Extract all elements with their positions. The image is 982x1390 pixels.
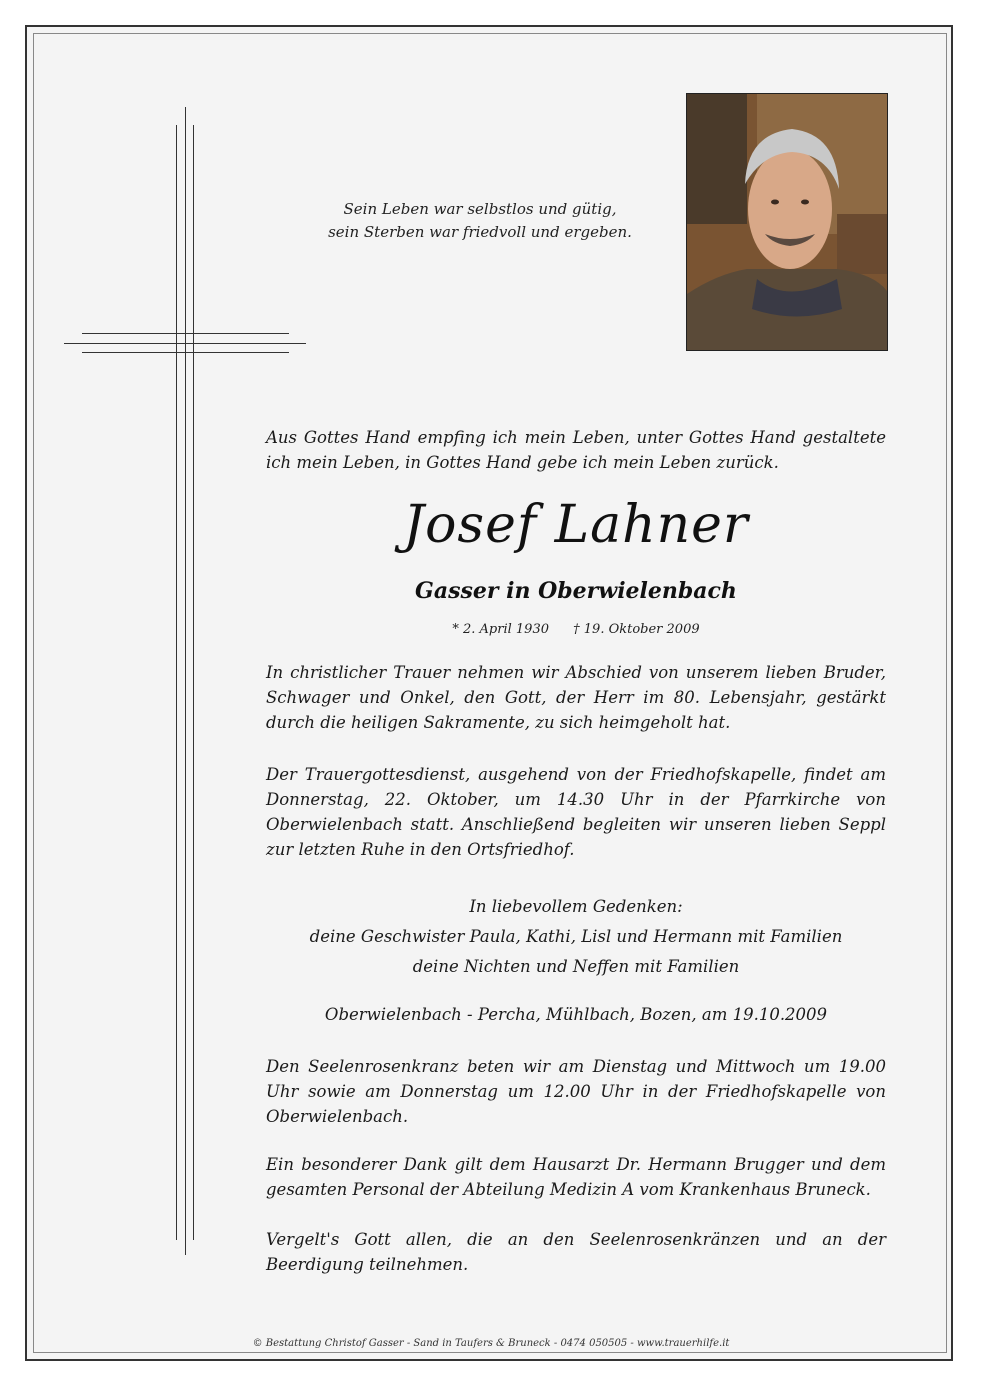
intro-text: Aus Gottes Hand empfing ich mein Leben, unter Gottes Hand gestaltete ich mein Leben, in Gottes Hand gebe ich mein Leben zurück. [266,428,886,472]
quote-line-1: Sein Leben war selbstlos und gütig, [343,200,617,218]
birth-date: * 2. April 1930 [452,622,549,637]
epitaph-quote [300,198,660,244]
mourners-heading: In liebevollem Gedenken: [469,897,683,916]
quote-line-2: sein Sterben war friedvoll und ergeben. [328,223,632,241]
portrait-icon [687,94,888,351]
place-date: Oberwielenbach - Percha, Mühlbach, Bozen, am 19.10.2009 [324,1005,828,1024]
paragraph-thanks: Ein besonderer Dank gilt dem Hausarzt Dr. Hermann Brugger und dem gesamten Personal der Abteilung Medizin A vom Krankenhaus Bruneck. [266,1155,886,1199]
life-dates [266,622,886,637]
mourners-block [266,892,886,982]
death-date: † 19. Oktober 2009 [573,622,700,637]
mourners-line-1: deine Geschwister Paula, Kathi, Lisl und Hermann mit Familien [309,927,843,946]
portrait-photo [686,93,888,351]
paragraph-gratitude: Vergelt's Gott allen, die an den Seelenrosenkränzen und an der Beerdigung teilnehmen. [266,1230,886,1274]
mourners-line-2: deine Nichten und Neffen mit Familien [412,957,740,976]
paragraph-funeral-service: Der Trauergottesdienst, ausgehend von der Friedhofskapelle, findet am Donnerstag, 22. Oktober, um 14.30 Uhr in der Pfarrkirche von Oberwielenbach statt. Anschließend begleiten wir unseren lieben Seppl zur letzten Ruhe in den Ortsfriedhof. [266,765,886,859]
paragraph-rosary: Den Seelenrosenkranz beten wir am Dienstag und Mittwoch um 19.00 Uhr sowie am Donnerstag um 12.00 Uhr in der Friedhofskapelle von Oberwielenbach. [266,1057,886,1126]
footer-credit: © Bestattung Christof Gasser - Sand in Taufers & Bruneck - 0474 050505 - www.trauerhilfe.it [252,1338,730,1349]
deceased-subtitle: Gasser in Oberwielenbach [415,578,737,604]
deceased-name: Josef Lahner [403,495,749,555]
paragraph-announcement: In christlicher Trauer nehmen wir Abschied von unserem lieben Bruder, Schwager und Onkel, den Gott, der Herr im 80. Lebensjahr, gestärkt durch die heiligen Sakramente, zu sich heimgeholt hat. [266,663,886,732]
